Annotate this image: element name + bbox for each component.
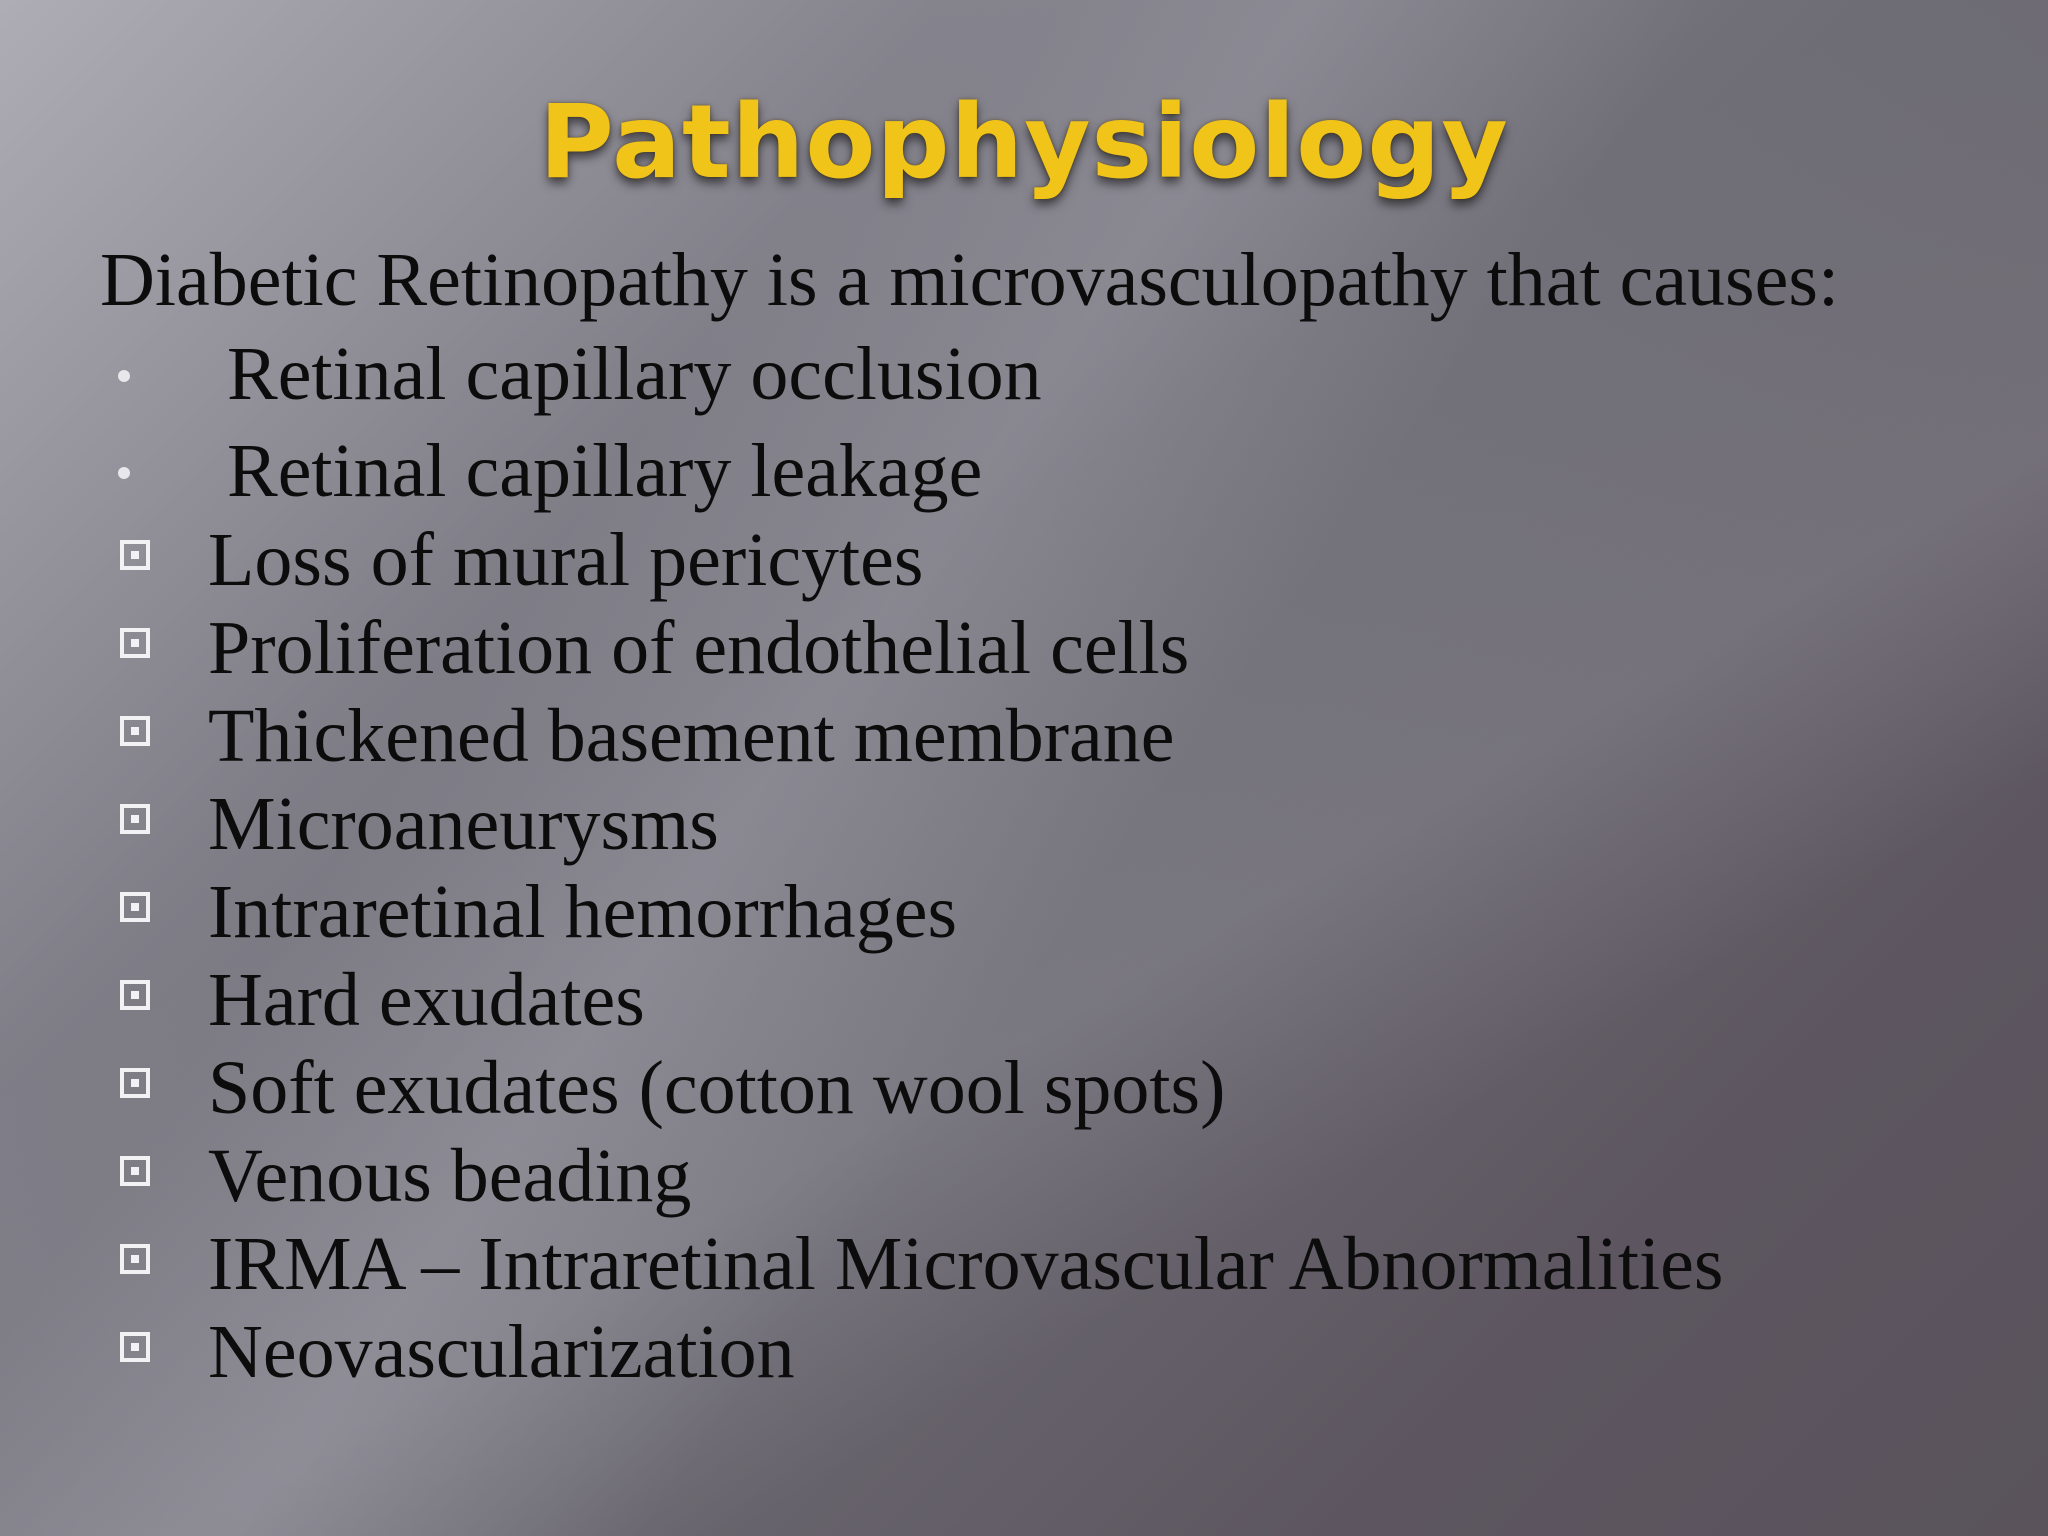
list-item (0, 1132, 2048, 1220)
intro-text: Diabetic Retinopathy is a microvasculopathy that causes: (100, 238, 1840, 322)
list-item-text: IRMA – Intraretinal Microvascular Abnormalities (208, 1222, 1724, 1306)
list-item-text: Hard exudates (208, 958, 645, 1042)
list-item (0, 956, 2048, 1044)
square-bullet-icon (120, 1244, 150, 1274)
list-item-text: Microaneurysms (208, 782, 719, 866)
square-bullet-icon (120, 1156, 150, 1186)
square-bullet-icon (120, 540, 150, 570)
square-bullet-icon (120, 892, 150, 922)
list-item-text: Neovascularization (208, 1310, 795, 1394)
square-bullet-icon (120, 1332, 150, 1362)
list-item (0, 780, 2048, 868)
list-item (0, 427, 2048, 515)
list-item (0, 868, 2048, 956)
square-bullet-icon (120, 716, 150, 746)
list-item-text: Proliferation of endothelial cells (208, 606, 1190, 690)
list-item-text: Intraretinal hemorrhages (208, 870, 958, 954)
list-item (0, 1220, 2048, 1308)
square-bullet-icon (120, 804, 150, 834)
square-bullet-icon (120, 980, 150, 1010)
list-item-text: Loss of mural pericytes (208, 518, 924, 602)
list-item-text: Thickened basement membrane (208, 694, 1175, 778)
list-item-text: Venous beading (208, 1134, 692, 1218)
bullet-dot-icon (118, 467, 130, 479)
list-item (0, 604, 2048, 692)
list-item-text: Soft exudates (cotton wool spots) (208, 1046, 1226, 1130)
list-item (0, 1044, 2048, 1132)
slide-title: Pathophysiology (539, 83, 1509, 202)
square-bullet-icon (120, 628, 150, 658)
list-item (0, 330, 2048, 418)
list-item (0, 1308, 2048, 1396)
list-item (0, 692, 2048, 780)
list-item (0, 516, 2048, 604)
bullet-dot-icon (118, 370, 130, 382)
list-item-text: Retinal capillary occlusion (227, 332, 1042, 416)
list-item-text: Retinal capillary leakage (227, 429, 983, 513)
square-bullet-icon (120, 1068, 150, 1098)
